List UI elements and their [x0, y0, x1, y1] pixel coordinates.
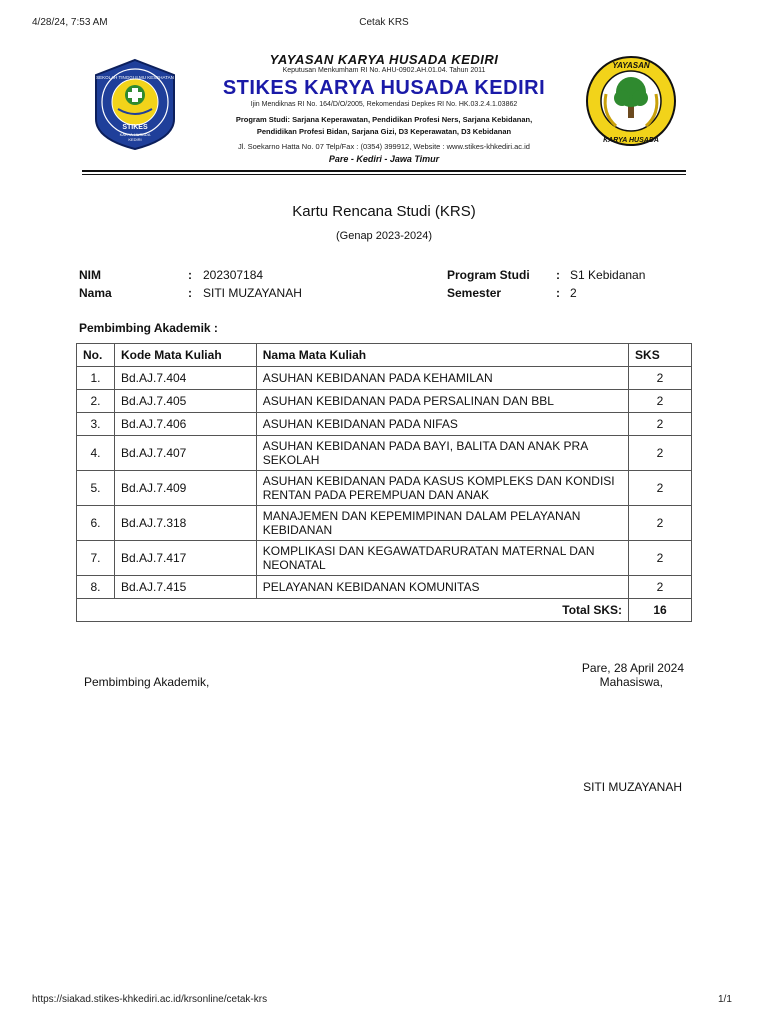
advisor-heading: Pembimbing Akademik :: [79, 321, 218, 335]
foundation-decree: Keputusan Menkumham RI No. AHU-0902.AH.01.04. Tahun 2011: [282, 67, 486, 74]
row-course-name: ASUHAN KEBIDANAN PADA PERSALINAN DAN BBL: [256, 390, 628, 413]
study-programs-line2: Pendidikan Profesi Bidan, Sarjana Gizi, D3 Keperawatan, D3 Kebidanan: [256, 127, 512, 136]
row-code: Bd.AJ.7.407: [114, 436, 256, 471]
table-row: [77, 367, 692, 390]
document-subtitle: (Genap 2023-2024): [335, 230, 432, 242]
row-no: 2.: [77, 390, 115, 413]
row-course-name: PELAYANAN KEBIDANAN KOMUNITAS: [256, 576, 628, 599]
institution-city: Pare - Kediri - Jawa Timur: [328, 154, 440, 164]
row-course-name: ASUHAN KEBIDANAN PADA KASUS KOMPLEKS DAN KONDISI RENTAN PADA PEREMPUAN DAN ANAK: [256, 471, 628, 506]
row-sks: 2: [629, 436, 692, 471]
letterhead-divider-thick: [82, 170, 686, 172]
row-sks: 2: [629, 471, 692, 506]
letterhead-divider-thin: [82, 174, 686, 175]
row-code: Bd.AJ.7.406: [114, 413, 256, 436]
course-table: [76, 343, 692, 622]
name-separator: :: [188, 286, 192, 300]
nim-value: 202307184: [203, 268, 264, 282]
foundation-name: YAYASAN KARYA HUSADA KEDIRI: [269, 52, 499, 67]
yayasan-logo-icon: [584, 54, 678, 148]
semester-value: 2: [570, 286, 577, 300]
row-sks: 2: [629, 506, 692, 541]
print-page-title: Cetak KRS: [359, 17, 409, 28]
table-row: [77, 471, 692, 506]
institution-permit: Ijin Mendiknas RI No. 164/D/O/2005, Rekomendasi Depkes RI No. HK.03.2.4.1.03862: [250, 101, 518, 108]
name-label: Nama: [79, 286, 112, 300]
row-course-name: ASUHAN KEBIDANAN PADA NIFAS: [256, 413, 628, 436]
total-sks-value: 16: [629, 599, 692, 622]
table-row: [77, 413, 692, 436]
row-no: 4.: [77, 436, 115, 471]
row-sks: 2: [629, 576, 692, 599]
col-header-sks: SKS: [629, 344, 692, 367]
logo-left-center-text: STIKES: [122, 124, 148, 131]
student-signature-name: SITI MUZAYANAH: [583, 780, 682, 794]
col-header-code: Kode Mata Kuliah: [114, 344, 256, 367]
institution-name: STIKES KARYA HUSADA KEDIRI: [222, 77, 546, 99]
table-row: [77, 390, 692, 413]
row-course-name: ASUHAN KEBIDANAN PADA BAYI, BALITA DAN ANAK PRA SEKOLAH: [256, 436, 628, 471]
study-programs-line1: Program Studi: Sarjana Keperawatan, Pendidikan Profesi Ners, Sarjana Kebidanan,: [235, 115, 533, 124]
row-sks: 2: [629, 367, 692, 390]
logo-left-ring-text: SEKOLAH TINGGI ILMU KESEHATAN: [96, 75, 174, 80]
row-course-name: MANAJEMEN DAN KEPEMIMPINAN DALAM PELAYANAN KEBIDANAN: [256, 506, 628, 541]
col-header-no: No.: [77, 344, 115, 367]
col-header-name: Nama Mata Kuliah: [256, 344, 628, 367]
print-url: https://siakad.stikes-khkediri.ac.id/krsonline/cetak-krs: [32, 994, 268, 1005]
table-header-row: [77, 344, 692, 367]
program-label: Program Studi: [447, 268, 530, 282]
document-title: Kartu Rencana Studi (KRS): [292, 203, 476, 220]
semester-separator: :: [556, 286, 560, 300]
stikes-logo-icon: [88, 57, 182, 151]
total-sks-label: Total SKS:: [77, 599, 629, 622]
row-no: 6.: [77, 506, 115, 541]
row-no: 7.: [77, 541, 115, 576]
student-signature-label: Mahasiswa,: [599, 675, 663, 689]
table-row: [77, 436, 692, 471]
advisor-signature-label: Pembimbing Akademik,: [84, 675, 210, 689]
letterhead: [0, 50, 768, 180]
row-no: 1.: [77, 367, 115, 390]
row-no: 8.: [77, 576, 115, 599]
table-row: [77, 506, 692, 541]
semester-label: Semester: [447, 286, 502, 300]
program-separator: :: [556, 268, 560, 282]
row-code: Bd.AJ.7.415: [114, 576, 256, 599]
row-sks: 2: [629, 413, 692, 436]
row-code: Bd.AJ.7.417: [114, 541, 256, 576]
nim-separator: :: [188, 268, 192, 282]
row-code: Bd.AJ.7.405: [114, 390, 256, 413]
nim-label: NIM: [79, 268, 101, 282]
logo-right-top-text: YAYASAN: [612, 61, 650, 70]
row-no: 3.: [77, 413, 115, 436]
row-code: Bd.AJ.7.409: [114, 471, 256, 506]
institution-address: Jl. Soekarno Hatta No. 07 Telp/Fax : (0354) 399912, Website : www.stikes-khkediri.ac.id: [238, 142, 530, 151]
row-code: Bd.AJ.7.404: [114, 367, 256, 390]
signature-place-date: Pare, 28 April 2024: [581, 661, 684, 675]
logo-right-bottom-text: KARYA HUSADA: [603, 137, 659, 144]
row-sks: 2: [629, 541, 692, 576]
name-value: SITI MUZAYANAH: [203, 286, 302, 300]
row-sks: 2: [629, 390, 692, 413]
study-programs: [200, 114, 568, 138]
table-row: [77, 576, 692, 599]
print-datetime: 4/28/24, 7:53 AM: [32, 17, 108, 28]
logo-left-sub-text2: KEDIRI: [128, 137, 142, 142]
logo-left-sub-text1: KARYA HUSADA: [119, 132, 151, 137]
print-page-number: 1/1: [718, 994, 732, 1005]
table-total-row: [77, 599, 692, 622]
row-no: 5.: [77, 471, 115, 506]
program-value: S1 Kebidanan: [570, 268, 646, 282]
row-code: Bd.AJ.7.318: [114, 506, 256, 541]
row-course-name: ASUHAN KEBIDANAN PADA KEHAMILAN: [256, 367, 628, 390]
table-row: [77, 541, 692, 576]
row-course-name: KOMPLIKASI DAN KEGAWATDARURATAN MATERNAL DAN NEONATAL: [256, 541, 628, 576]
